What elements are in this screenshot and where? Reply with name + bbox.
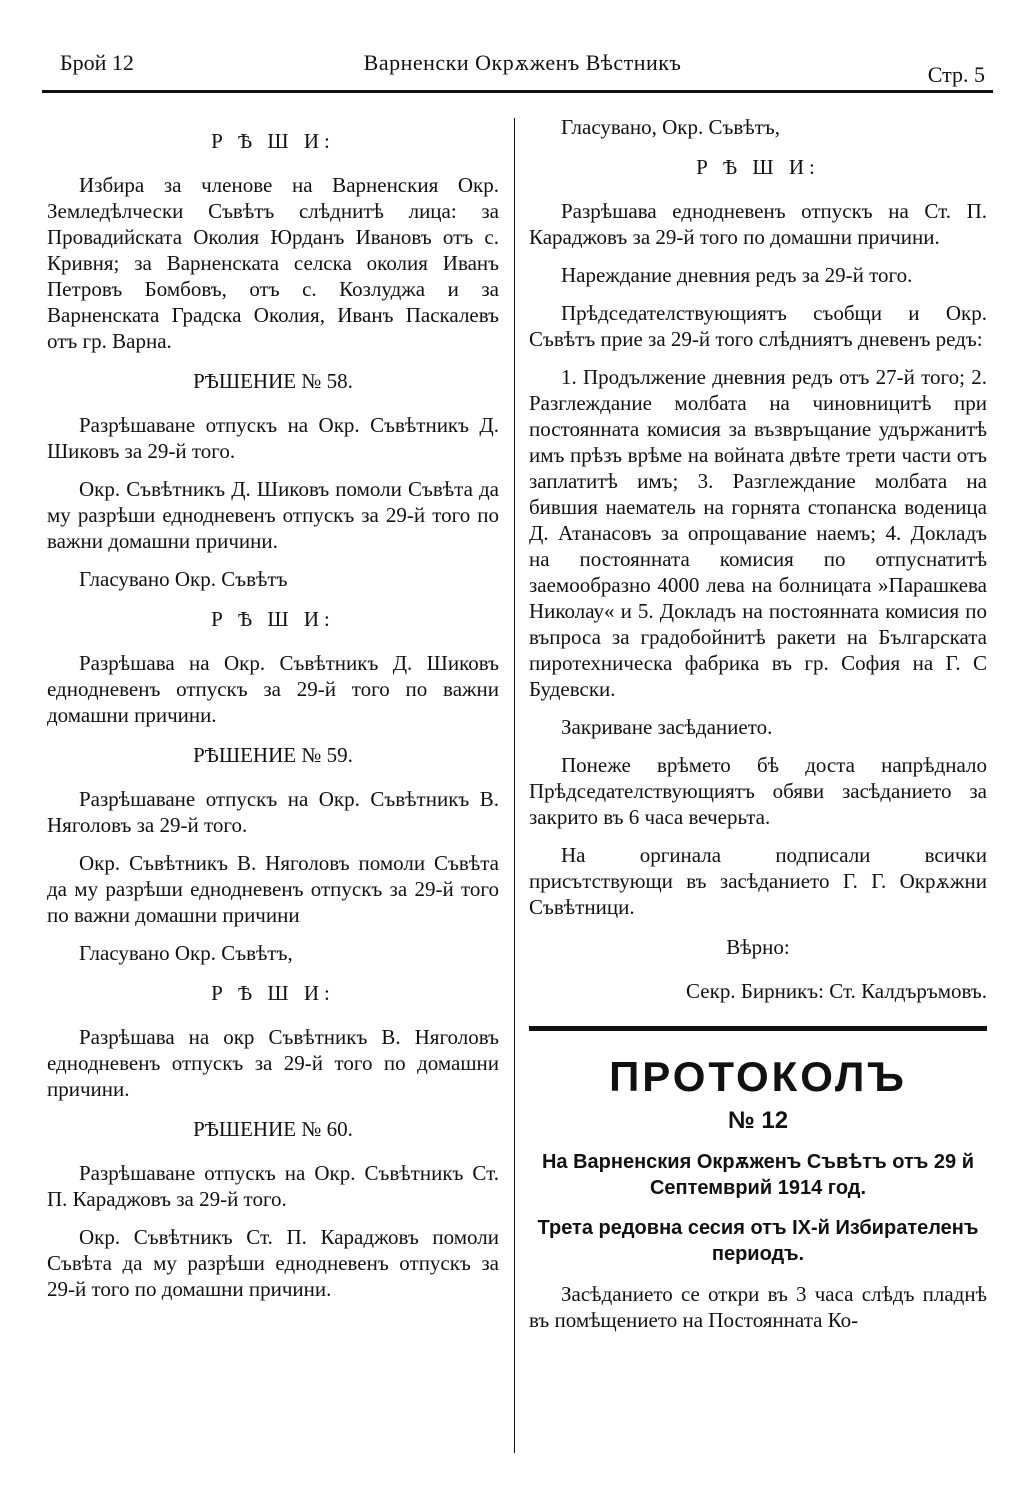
paragraph: Гласувано, Окр. Съвѣтъ, (561, 115, 780, 139)
secretary-signature: Секр. Бирникъ: Ст. Калдъръмовъ. (686, 979, 987, 1003)
paragraph: Закриване засѣданието. (561, 715, 773, 739)
paragraph: Разрѣшаване отпускъ на Окр. Съвѣтникъ В. Няголовъ за 29-й того. (47, 787, 499, 837)
column-divider (514, 118, 515, 1453)
paragraph: Окр. Съвѣтникъ Ст. П. Караджовъ помоли Съвѣта да му разрѣши еднодневенъ отпускъ за 29-й того по домашни причини. (47, 1225, 499, 1301)
paragraph: Избира за членове на Варненския Окр. Земледѣлчески Съвѣтъ слѣднитѣ лица: за Провадийската Околия Юрданъ Ивановъ отъ с. Кривня; за Варненската селска околия Иванъ Петровъ Бомбовъ, отъ с. Козлуджа и за Варненската Градска Околия, Иванъ Паскалевъ отъ гр. Варна. (47, 173, 499, 353)
paragraph: Гласувано Окр. Съвѣтъ (79, 567, 288, 591)
paragraph: Окр. Съвѣтникъ Д. Шиковъ помоли Съвѣта да му разрѣши еднодневенъ отпускъ за 29-й того по важни домашни причини. (47, 477, 499, 553)
paragraph: На оргинала подписали всички присътствующи въ засѣданието Г. Г. Окрѫжни Съвѣтници. (529, 843, 987, 919)
paragraph: Гласувано Окр. Съвѣтъ, (79, 941, 293, 965)
resolution-60-heading: РѢШЕНИЕ № 60. (193, 1117, 353, 1141)
decision-heading: Р Ѣ Ш И: (696, 155, 820, 179)
protocol-number: № 12 (727, 1107, 789, 1134)
section-separator (529, 1026, 987, 1031)
page-header (60, 50, 985, 87)
verified-label: Вѣрно: (726, 935, 790, 959)
page-number: Стр. 5 (927, 62, 985, 87)
paragraph: Разрѣшава еднодневенъ отпускъ на Ст. П. Караджовъ за 29-й того по домашни причини. (529, 199, 987, 249)
protocol-title: ПРОТОКОЛЪ (609, 1053, 907, 1100)
paragraph: Засѣданието се откри въ 3 часа слѣдъ пладнѣ въ помѣщението на Постоянната Ко- (529, 1282, 987, 1332)
decision-heading: Р Ѣ Ш И: (211, 981, 335, 1005)
paragraph: Прѣдседателствующиятъ съобщи и Окр. Съвѣтъ прие за 29-й того слѣдниятъ дневенъ редъ: (529, 301, 987, 351)
decision-heading: Р Ѣ Ш И: (211, 607, 335, 631)
decision-heading: Р Ѣ Ш И: (211, 129, 335, 153)
resolution-59-heading: РѢШЕНИЕ № 59. (193, 743, 353, 767)
resolution-58-heading: РѢШЕНИЕ № 58. (193, 369, 353, 393)
protocol-session: Трета редовна сесия отъ IX-й Избирателенъ периодъ. (537, 1217, 979, 1265)
paragraph: Понеже врѣмето бѣ доста напрѣднало Прѣдседателствующиятъ обяви засѣданието за закрито въ 6 часа вечерьта. (529, 753, 987, 829)
header-rule (42, 90, 993, 93)
right-column (529, 114, 987, 1345)
issue-number: Брой 12 (60, 50, 134, 75)
left-column (47, 114, 499, 1314)
protocol-subtitle: На Варненския Окрѫженъ Съвѣтъ отъ 29 й Септемврий 1914 год. (541, 1151, 974, 1199)
paragraph: Разрѣшаване отпускъ на Окр. Съвѣтникъ Д. Шиковъ за 29-й того. (47, 413, 499, 463)
paragraph: Разрѣшаване отпускъ на Окр. Съвѣтникъ Ст. П. Караджовъ за 29-й того. (47, 1161, 499, 1211)
paragraph: Окр. Съвѣтникъ В. Няголовъ помоли Съвѣта да му разрѣши еднодневенъ отпускъ за 29-й того по важни домашни причини (47, 851, 499, 927)
paragraph: Нареждание дневния редъ за 29-й того. (561, 263, 913, 287)
newspaper-title: Варненски Окрѫженъ Вѣстникъ (363, 50, 682, 75)
agenda-paragraph: 1. Продължение дневния редъ отъ 27-й того; 2. Разглеждание молбата на чиновницитѣ при постоянната комисия за възвръщание удържанитѣ имъ прѣзъ врѣме на войната двѣте трети части отъ заплатитѣ имъ; 3. Разглеждание молбата на бившия наематель на горнята стопанска воденица Д. Атанасовъ за опрощавание наемъ; 4. Докладъ на постоянната комисия по отпуснатитѣ заемообразно 4000 лева на болницата »Парашкева Николау« и 5. Докладъ на постоянната комисия по въпроса за градобойнитѣ ракети на Българската пиротехническа фабрика въ гр. София на Г. С Будевски. (529, 365, 987, 701)
paragraph: Разрѣшава на окр Съвѣтникъ В. Няголовъ еднодневенъ отпускъ за 29-й того по домашни причини. (47, 1025, 499, 1101)
paragraph: Разрѣшава на Окр. Съвѣтникъ Д. Шиковъ еднодневенъ отпускъ за 29-й того по важни домашни причини. (47, 651, 499, 727)
